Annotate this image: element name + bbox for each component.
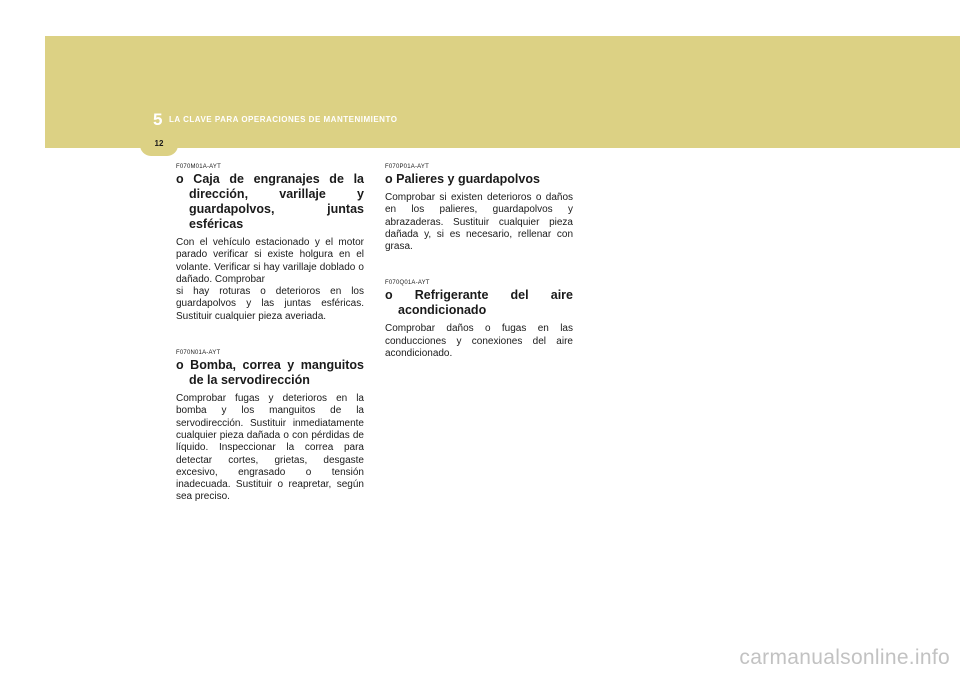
watermark: carmanualsonline.info	[739, 646, 950, 669]
section-body-paragraph: si hay roturas o deterioros en los guardapolvos y las juntas esféricas. Sustituir cualquier pieza averiada.	[176, 286, 364, 322]
section-axle-shafts	[385, 163, 573, 253]
header-band	[45, 36, 960, 148]
section-code: F070Q01A-AYT	[385, 280, 430, 287]
chapter-title: LA CLAVE PARA OPERACIONES DE MANTENIMIENTO	[169, 115, 398, 124]
section-body	[176, 237, 364, 323]
section-ac-refrigerant	[385, 279, 573, 360]
section-power-steering	[176, 349, 364, 504]
right-column	[385, 163, 573, 380]
section-heading: o Bomba, correa y manguitos de la servodirección	[176, 358, 364, 388]
section-body	[385, 323, 573, 360]
page-number: 12	[154, 139, 164, 148]
chapter-number: 5	[153, 110, 163, 129]
section-heading: o Refrigerante del aire acondicionado	[385, 288, 573, 318]
section-steering-gearbox	[176, 163, 364, 323]
section-body	[385, 192, 573, 253]
section-heading: o Palieres y guardapolvos	[385, 172, 540, 186]
section-code: F070M01A-AYT	[176, 164, 221, 170]
section-body-paragraph: Comprobar si existen deterioros o daños en los palieres, guardapolvos y abrazaderas. Sustituir cualquier pieza dañada y, si es necesario, rellenar con grasa.	[385, 192, 573, 253]
section-body-paragraph: Comprobar fugas y deterioros en la bomba y los manguitos de la servodirección. Sustituir inmediatamente cualquier pieza dañada o con pérdidas de líquido. Inspeccionar la correa para detectar cortes, grietas, desgaste excesivo, engrasado o tensión inadecuada. Sustituir o reapretar, según sea preciso.	[176, 393, 364, 503]
section-body-paragraph: Comprobar daños o fugas en las conducciones y conexiones del aire acondicionado.	[385, 323, 573, 360]
section-code: F070N01A-AYT	[176, 350, 221, 357]
section-body	[176, 393, 364, 504]
section-heading: o Caja de engranajes de la dirección, varillaje y guardapolvos, juntas esféricas	[176, 172, 364, 231]
section-code: F070P01A-AYT	[385, 164, 429, 170]
left-column	[176, 163, 364, 524]
section-body-paragraph: Con el vehículo estacionado y el motor parado verificar si existe holgura en el volante. Verificar si hay varillaje doblado o dañado. Comprobar	[176, 237, 364, 285]
